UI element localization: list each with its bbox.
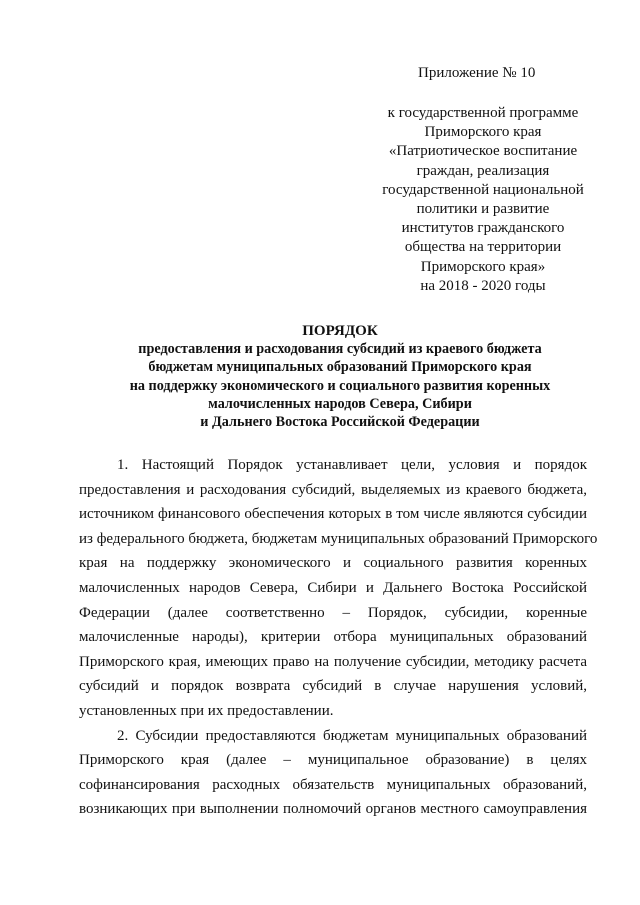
text-line: установленных при их предоставлении. [79,702,334,719]
appendix-line: на 2018 - 2020 годы [420,277,546,294]
text-line: малочисленных народов Севера, Сибири и Дальнего Востока Российской [79,579,587,596]
title-heading: ПОРЯДОК [302,323,378,339]
appendix-line: Приморского края» [420,258,546,275]
appendix-line: институтов гражданского [401,220,565,237]
title-line: предоставления и расходования субсидий из краевого бюджета [138,341,542,358]
appendix-line: «Патриотическое воспитание [388,143,578,160]
document-body [79,453,598,822]
paragraph-1 [79,453,598,724]
appendix-line: политики и развитие [416,201,550,218]
text-line: Приморского края, имеющих право на получение субсидии, методику расчета [79,653,587,670]
text-line: 2. Субсидии предоставляются бюджетам муниципальных образований [117,727,587,744]
appendix-line: общества на территории [404,239,562,256]
text-line: малочисленные народы), критерии отбора муниципальных образований [79,629,587,646]
appendix-line: государственной национальной [382,181,584,198]
appendix-line: к государственной программе [387,105,579,121]
text-line: из федерального бюджета, бюджетам муниципальных образований Приморского [79,530,598,547]
title-line: и Дальнего Востока Российской Федерации [200,414,480,431]
text-line: софинансирования расходных обязательств муниципальных образований, [79,776,587,793]
title-line: бюджетам муниципальных образований Приморского края [148,359,532,376]
title-line: на поддержку экономического и социального развития коренных [129,377,551,394]
text-line: 1. Настоящий Порядок устанавливает цели, условия и порядок [117,457,587,473]
text-line: края на поддержку экономического и социального развития коренных [79,555,587,572]
appendix-reference [360,104,606,296]
text-line: предоставления и расходования субсидий, выделяемых из краевого бюджета, [79,481,587,498]
text-line: Федерации (далее соответственно – Порядок, субсидии, коренные [79,604,587,621]
text-line: Приморского края (далее – муниципальное образование) в целях [79,752,587,769]
appendix-line: Приморского края [424,124,542,141]
appendix-line: граждан, реализация [416,162,550,179]
text-line: возникающих при выполнении полномочий органов местного самоуправления [79,801,587,818]
text-line: источником финансового обеспечения которых в том числе являются субсидии [79,506,587,523]
text-line: субсидий и порядок возврата субсидий в случае нарушения условий, [79,678,587,695]
paragraph-2 [79,724,587,822]
title-line: малочисленных народов Севера, Сибири [208,395,472,412]
document-title [60,322,620,431]
appendix-number: Приложение № 10 [418,65,536,81]
